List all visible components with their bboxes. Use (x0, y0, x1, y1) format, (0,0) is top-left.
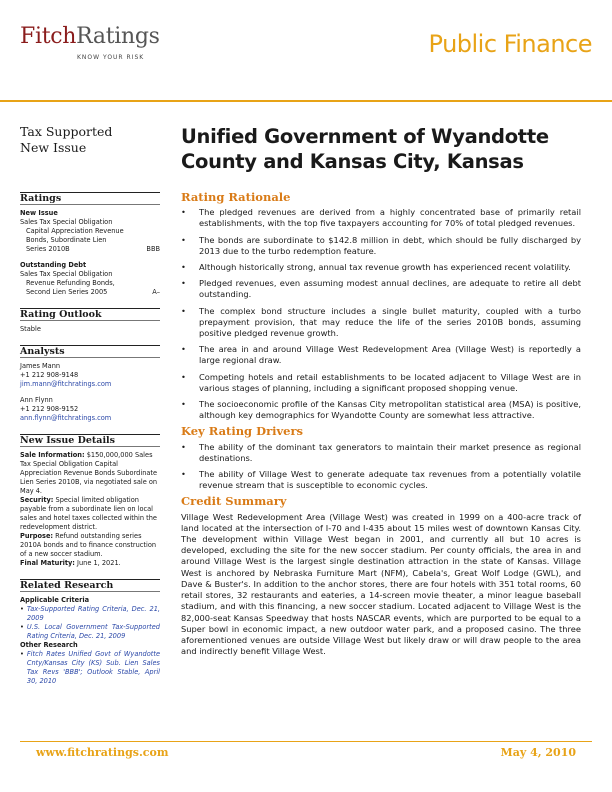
bullet-icon: • (181, 207, 186, 218)
list-item-text: Although historically strong, annual tax revenue growth has experienced recent volatility. (199, 262, 571, 273)
outlook-value: Stable (20, 325, 41, 333)
purpose-label: Purpose: (20, 532, 54, 540)
sale-information (20, 451, 160, 496)
list-item-text: The ability of the dominant tax generators to maintain their market presence as regional destinations. (199, 441, 581, 463)
section-title: Public Finance (428, 30, 592, 58)
list-item-text: Competing hotels and retail establishments to be located adjacent to Village West are in various stages of planning, including a significant proposed shopping venue. (199, 371, 581, 393)
research-link[interactable]: U.S. Local Government Tax-Supported Rating Criteria, Dec. 21, 2009 (26, 623, 160, 640)
other-research-label: Other Research (20, 641, 78, 649)
bullet-icon: • (181, 399, 186, 410)
security-label: Security: (20, 496, 54, 504)
list-item (181, 344, 581, 366)
research-link-item[interactable] (20, 650, 160, 686)
list-item-text: The bonds are subordinate to $142.8 million in debt, which should be fully discharged by 2013 due to the turbo redemption feature. (199, 234, 581, 256)
new-issue-series: Series 2010B (26, 245, 70, 253)
maturity-text: June 1, 2021. (74, 559, 121, 567)
research-link[interactable]: Tax-Supported Rating Criteria, Dec. 21, 2009 (26, 605, 160, 622)
list-item (181, 399, 581, 421)
document-title: Unified Government of Wyandotte County and Kansas City, Kansas (181, 125, 549, 173)
list-item (181, 442, 581, 464)
bullet-icon: • (181, 469, 186, 480)
applicable-criteria-label: Applicable Criteria (20, 596, 90, 604)
analyst-name: Ann Flynn (20, 396, 53, 404)
footer-website-link[interactable]: www.fitchratings.com (36, 746, 169, 759)
new-issue-line: Bonds, Subordinate Lien (26, 236, 107, 244)
outstanding-line: Sales Tax Special Obligation (20, 270, 113, 278)
outstanding-line: Revenue Refunding Bonds, (26, 279, 115, 287)
list-item (181, 262, 581, 273)
bullet-icon: • (181, 344, 186, 355)
rating-rationale-heading: Rating Rationale (181, 190, 291, 204)
list-item-text: The area in and around Village West Redevelopment Area (Village West) is reportedly a large regional draw. (199, 344, 581, 366)
sector-line-2: New Issue (20, 140, 87, 155)
outlook-heading: Rating Outlook (20, 308, 160, 321)
analysts-section (20, 345, 160, 423)
outlook-section (20, 308, 160, 334)
footer-divider (20, 741, 592, 742)
ratings-heading: Ratings (20, 192, 160, 205)
research-link-item[interactable] (20, 605, 160, 623)
ratings-section (20, 192, 160, 297)
outstanding-rating-row (20, 288, 160, 297)
new-issue-rating: BBB (146, 245, 160, 253)
list-item-text: Pledged revenues, even assuming modest annual declines, are adequate to retire all debt outstanding. (199, 278, 581, 300)
logo-fitch: Fitch (20, 24, 77, 49)
analyst-email-link[interactable]: ann.flynn@fitchratings.com (20, 414, 112, 422)
sidebar (20, 192, 160, 697)
security-information (20, 496, 160, 532)
new-issue-details-section (20, 434, 160, 568)
footer-date: May 4, 2010 (500, 746, 576, 759)
logo-ratings: Ratings (76, 24, 160, 49)
bullet-icon: • (181, 262, 186, 273)
drivers-list (181, 442, 581, 492)
list-item (181, 372, 581, 394)
security-text: Special limited obligation payable from a subordinate lien on local sales and hotel taxes collected within the redevelopment district. (20, 496, 157, 531)
related-research-section (20, 579, 160, 686)
analyst-phone: +1 212 908-9148 (20, 371, 79, 379)
new-issue-line: Sales Tax Special Obligation (20, 218, 113, 226)
analyst-email-link[interactable]: jim.mann@fitchratings.com (20, 380, 112, 388)
bullet-icon: • (181, 278, 186, 289)
analysts-heading: Analysts (20, 345, 160, 358)
list-item (181, 469, 581, 491)
new-issue-line: Capital Appreciation Revenue (26, 227, 124, 235)
bullet-icon: • (20, 623, 24, 631)
header-divider (0, 100, 612, 102)
new-issue-details-heading: New Issue Details (20, 434, 160, 447)
list-item-text: The complex bond structure includes a single bullet maturity, coupled with a turbo prepayment provision, that may reduce the life of the series 2010B bonds, assuming positive pledged revenue growth. (199, 305, 581, 339)
bullet-icon: • (181, 305, 186, 316)
list-item (181, 278, 581, 300)
bullet-icon: • (181, 371, 186, 382)
research-link-item[interactable] (20, 623, 160, 641)
outstanding-series: Second Lien Series 2005 (26, 288, 108, 296)
research-link[interactable]: Fitch Rates Unified Govt of Wyandotte Cnty/Kansas City (KS) Sub. Lien Sales Tax Revs 'BBB'; Outlook Stable, April 30, 2010 (26, 650, 160, 685)
bullet-icon: • (20, 605, 24, 613)
bullet-icon: • (181, 441, 186, 452)
outstanding-debt-label: Outstanding Debt (20, 261, 87, 269)
sale-text: $150,000,000 Sales Tax Special Obligation Capital Appreciation Revenue Bonds Subordinate Lien Series 2010B, via negotiated sale on May 4. (20, 451, 158, 495)
purpose-text: Refund outstanding series 2010A bonds and to finance construction of a new soccer stadium. (20, 532, 157, 558)
outstanding-rating: A– (152, 288, 160, 296)
credit-summary-heading: Credit Summary (181, 494, 287, 509)
analyst-name: James Mann (20, 362, 61, 370)
new-issue-rating-row (20, 245, 160, 254)
maturity-information (20, 559, 160, 568)
main-content (181, 192, 581, 657)
list-item (181, 306, 581, 340)
list-item (181, 235, 581, 257)
analyst-phone: +1 212 908-9152 (20, 405, 79, 413)
bullet-icon: • (181, 234, 186, 245)
sale-label: Sale Information: (20, 451, 85, 459)
credit-summary-paragraph: Village West Redevelopment Area (Village West) was created in 1999 on a 400-acre track of land located at the intersection of I-70 and I-435 about 15 miles west of downtown Kansas City. The development within Village West began in 2001, and currently all but 10 acres is developed, excluding the site for the new soccer stadium. Per county officials, the area in and around Village West is the largest single destination attraction in the state of Kansas. Village West is anchored by Nebraska Furniture Mart (NFM), Cabela's, Great Wolf Lodge (GWL), and Dave & Buster's. In addition to the anchor stores, there are four hotels with 351 total rooms, 60 retail stores, 32 restaurants and eateries, a 14-screen movie theater, a minor league baseball stadium, and with this financing, a new soccer stadium. Located adjacent to Village West is the 82,000-seat Kansas Speedway that hosts NASCAR events, which are purported to be equal to a Super bowl in economic impact, a new outdoor water park, and a proposed casino. The three aforementioned venues are outside Village West but likely draw or will draw people to the area and indirectly benefit Village West. (181, 511, 581, 657)
related-research-heading: Related Research (20, 579, 160, 592)
list-item (181, 207, 581, 229)
new-issue-label: New Issue (20, 209, 58, 217)
list-item-text: The pledged revenues are derived from a highly concentrated base of primarily retail establishments, with the top five taxpayers accounting for 70% of total pledged revenues. (199, 207, 581, 229)
rationale-list (181, 207, 581, 421)
sector-line-1: Tax Supported (20, 124, 113, 139)
list-item-text: The socioeconomic profile of the Kansas City metropolitan statistical area (MSA) is positive, although key demographics for Wyandotte County are somewhat less attractive. (199, 399, 581, 421)
maturity-label: Final Maturity: (20, 559, 75, 567)
purpose-information (20, 532, 160, 559)
list-item-text: The ability of Village West to generate adequate tax revenues from a potentially volatile revenue stream that is susceptible to economic cycles. (199, 469, 581, 491)
key-rating-drivers-heading: Key Rating Drivers (181, 424, 304, 439)
bullet-icon: • (20, 650, 24, 658)
logo-tagline: KNOW YOUR RISK (77, 54, 145, 61)
sector-label (20, 124, 112, 156)
logo-wordmark (20, 24, 180, 49)
fitch-ratings-logo (20, 24, 180, 70)
